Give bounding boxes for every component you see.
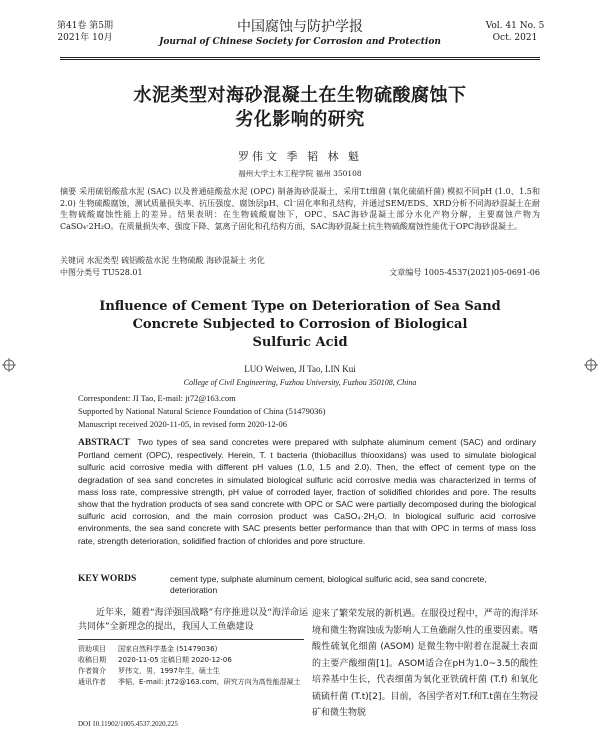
header-left (40, 20, 130, 44)
correspondent: Correspondent: JI Tao, E-mail: jt72@163.com (78, 393, 236, 403)
cn-abstract: 摘要 采用硫铝酸盐水泥 (SAC) 以及普通硅酸盐水泥 (OPC) 制备海砂混凝土，采用T.t细菌 (氧化硫硫杆菌) 模拟不同pH (1.0、1.5和2.0) 生物硫酸腐蚀，测试质量损失率、抗压强度、腐蚀层pH、Cl⁻固化率和孔结构，并通过SEM/EDS、XRD分析不同海砂混凝土在耐生物硫酸腐蚀性能上的差异。结果表明：在生物硫酸腐蚀下，OPC、SAC海砂混凝土部分水化产物分解，主要腐蚀产物为CaSO₄·2H₂O。在质量损失率、强度下降、氯离子固化和孔结构方面，SAC海砂混凝土抗生物硫酸腐蚀性能优于OPC海砂混凝土。 (60, 187, 540, 231)
body-left-column: 近年来，随着“海洋强国战略”有序推进以及“海洋命运共同体”全新理念的提出，我国人工鱼礁建设 (78, 608, 308, 632)
footnote-row (78, 644, 304, 655)
registration-mark-right (584, 358, 598, 372)
date-en: Oct. 2021 (492, 33, 538, 43)
footnote-label: 作者简介 (78, 667, 106, 675)
cn-keywords: 关键词 水泥类型 硫铝酸盐水泥 生物硫酸 海砂混凝土 劣化 (60, 256, 265, 265)
keywords-label: KEY WORDS (78, 574, 137, 584)
volume-issue-cn: 第41卷 第5期 (56, 21, 114, 31)
header-rule (60, 57, 540, 58)
body-right-column: 迎来了繁荣发展的新机遇。在服役过程中，严苛的海洋环境和微生物腐蚀成为影响人工鱼礁耐久性的重要因素。嗜酸性硫氧化细菌 (ASOM) 是微生物中附着在混凝土表面的主要产酸细菌[1]。ASOM适合在pH为1.0~3.5的酸性培养基中生长，代表细菌为氧化亚铁硫杆菌 (T.f) 和氧化硫硫杆菌 (T.t)[2]。目前，各国学者对T.f和T.t菌在生物浸矿和微生物脱 (312, 609, 538, 718)
footnote-text: 国家自然科学基金 (51479036) (118, 645, 218, 653)
footnotes (78, 644, 304, 688)
article-number: 文章编号 1005-4537(2021)05-0691-06 (389, 268, 540, 277)
footnote-text: 2020-11-05 定稿日期 2020-12-06 (118, 656, 232, 664)
cn-affiliation: 福州大学土木工程学院 福州 350108 (238, 169, 362, 178)
cn-title-line: 劣化影响的研究 (235, 109, 365, 130)
en-title-line: Concrete Subjected to Corrosion of Biological (132, 317, 468, 332)
footnote-row (78, 666, 304, 677)
doi: DOI 10.11902/1005.4537.2020.225 (78, 720, 178, 728)
footnote-label: 资助项目 (78, 645, 106, 653)
cn-title (60, 84, 540, 132)
footnote-text: 罗伟文，男，1997年生，硕士生 (118, 667, 220, 675)
registration-mark-left (2, 358, 16, 372)
en-title-line: Influence of Cement Type on Deterioration of Sea Sand (99, 299, 501, 314)
footnote-label: 通讯作者 (78, 678, 106, 686)
en-title-line: Sulfuric Acid (252, 335, 348, 350)
en-abstract (78, 436, 536, 547)
cn-classification (60, 267, 540, 278)
header-center (150, 18, 450, 48)
date-cn: 2021年 10月 (57, 33, 113, 43)
footnote-rule (78, 639, 304, 640)
en-authors: LUO Weiwen, JI Tao, LIN Kui (244, 364, 356, 374)
journal-title-cn: 中国腐蚀与防护学报 (237, 19, 363, 35)
en-title (60, 298, 540, 352)
cn-authors: 罗伟文 季 韬 林 魁 (238, 150, 362, 163)
header-rule-second (60, 59, 540, 60)
funding-support: Supported by National Natural Science Foundation of China (51479036) (78, 406, 326, 416)
volume-issue-en: Vol. 41 No. 5 (485, 21, 545, 31)
en-affiliation: College of Civil Engineering, Fuzhou University, Fuzhou 350108, China (183, 378, 417, 387)
abstract-text: Two types of sea sand concretes were prepared with sulphate aluminum cement (SAC) and ordinary Portland cement (OPC), respectively. Herein, T. t bacteria (thiobacillus thiooxidans) was used to simulate biological sulfuric acid corrosive media with different pH values (1.0, 1.5 and 2.0). Then, the effect of cement type on the degradation of sea sand concretes in simulated biological sulfuric acid corrosive media was characterized in terms of mass loss rate, compressive strength, pH value of corroded layer, fraction of solidified chlorides and pore. The results show that the hydration products of sea sand concrete with OPC or SAC were partially decomposed during the biological sulfuric acid corrosion, and the main corrosion product was CaSO₄·2H₂O. In biological sulfuric acid corrosive environments, the sea sand concrete with SAC presents better performance than that with OPC in terms of mass loss rate, strength deterioration, solidified fraction of chlorides and pore structure. (78, 437, 536, 546)
manuscript-dates: Manuscript received 2020-11-05, in revised form 2020-12-06 (78, 419, 288, 429)
footnote-row (78, 677, 304, 688)
footnote-row (78, 655, 304, 666)
journal-title-en: Journal of Chinese Society for Corrosion and Protection (159, 37, 441, 47)
abstract-label: ABSTRACT (78, 438, 130, 448)
footnote-text: 季韬，E-mail: jt72@163.com，研究方向为高性能混凝土 (118, 678, 301, 686)
cn-title-line: 水泥类型对海砂混凝土在生物硫酸腐蚀下 (133, 85, 467, 106)
header-right (470, 20, 560, 44)
footnote-label: 收稿日期 (78, 656, 106, 664)
clc-number: 中图分类号 TU528.01 (60, 268, 143, 277)
keywords-text: cement type, sulphate aluminum cement, biological sulfuric acid, sea sand concrete, deterioration (170, 574, 487, 595)
